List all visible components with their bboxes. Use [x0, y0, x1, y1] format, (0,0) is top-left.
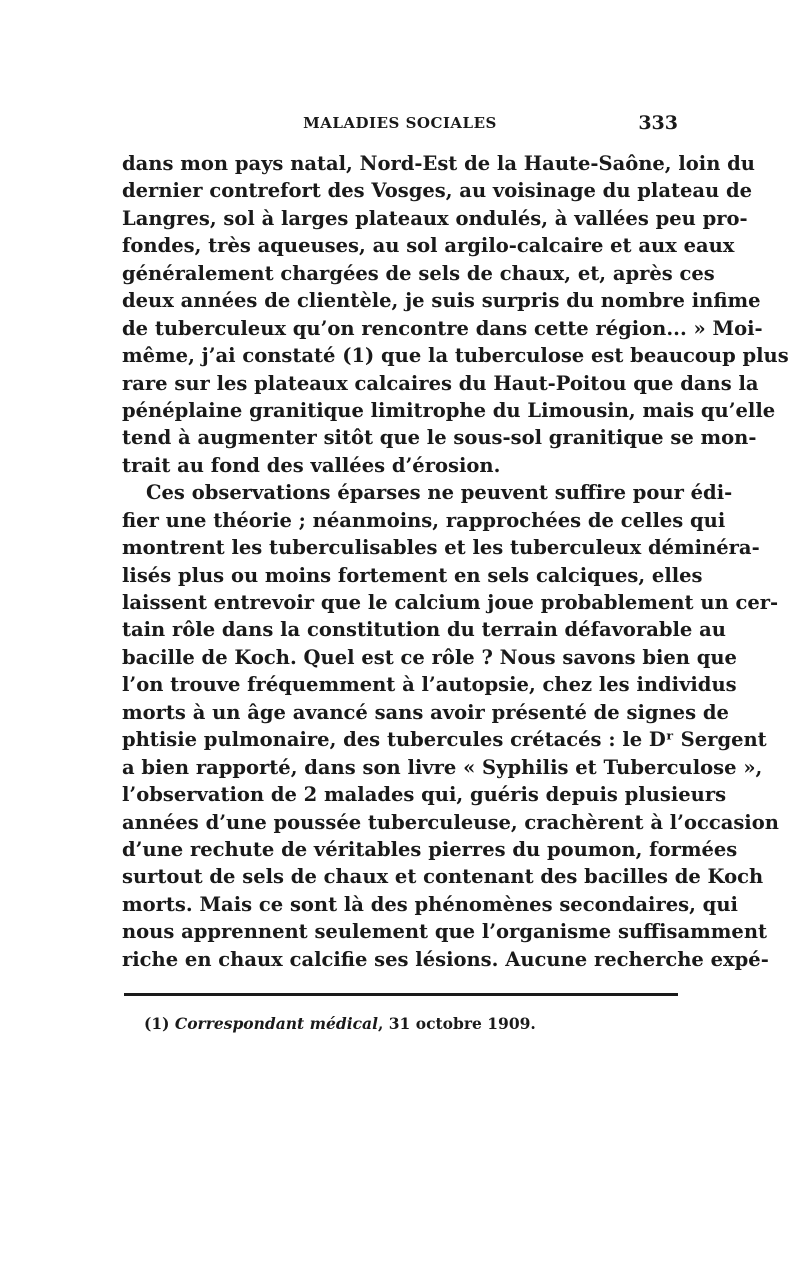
- text-line: montrent les tuberculisables et les tuberculeux déminéra-: [122, 536, 760, 560]
- footnote: [144, 1014, 536, 1033]
- text-line: surtout de sels de chaux et contenant des bacilles de Koch: [122, 865, 764, 889]
- text-line: tend à augmenter sitôt que le sous-sol granitique se mon-: [122, 426, 757, 450]
- text-line: pénéplaine granitique limitrophe du Limousin, mais qu’elle: [122, 398, 776, 422]
- text-line: généralement chargées de sels de chaux, et, après ces: [122, 261, 715, 285]
- text-line: bacille de Koch. Quel est ce rôle ? Nous savons bien que: [122, 645, 737, 669]
- text-line: l’observation de 2 malades qui, guéris depuis plusieurs: [122, 783, 727, 807]
- text-line: phtisie pulmonaire, des tubercules crétacés : le Dʳ Sergent: [122, 728, 767, 752]
- page-header: [122, 114, 678, 138]
- text-line: l’on trouve fréquemment à l’autopsie, chez les individus: [122, 673, 737, 697]
- text-line: morts à un âge avancé sans avoir présenté de signes de: [122, 700, 729, 724]
- text-line: lisés plus ou moins fortement en sels calciques, elles: [122, 563, 703, 587]
- text-line: de tuberculeux qu’on rencontre dans cette région... » Moi-: [122, 316, 763, 340]
- text-line: laissent entrevoir que le calcium joue probablement un cer-: [122, 591, 779, 614]
- footnote-source-title: Correspondant médical: [174, 1014, 378, 1033]
- text-line: riche en chaux calcifie ses lésions. Aucune recherche expé-: [122, 947, 769, 971]
- text-line: morts. Mais ce sont là des phénomènes secondaires, qui: [122, 892, 738, 916]
- text-line: a bien rapporté, dans son livre « Syphilis et Tuberculose »,: [122, 755, 763, 779]
- text-line: Ces observations éparses ne peuvent suffire pour édi-: [146, 481, 733, 505]
- running-head: MALADIES SOCIALES: [303, 114, 497, 132]
- text-line: fondes, très aqueuses, au sol argilo-calcaire et aux eaux: [122, 234, 735, 258]
- text-line: trait au fond des vallées d’érosion.: [122, 453, 501, 477]
- text-line: d’une rechute de véritables pierres du poumon, formées: [122, 837, 738, 861]
- footnote-marker: (1): [144, 1014, 170, 1033]
- text-line: fier une théorie ; néanmoins, rapprochées de celles qui: [122, 508, 726, 532]
- text-line: Langres, sol à larges plateaux ondulés, à vallées peu pro-: [122, 206, 748, 230]
- footnote-divider: [124, 993, 678, 996]
- body-text: [122, 150, 789, 973]
- text-line: nous apprennent seulement que l’organisme suffisamment: [122, 920, 768, 944]
- page-number: 333: [638, 112, 678, 134]
- text-line: dans mon pays natal, Nord-Est de la Haute-Saône, loin du: [122, 152, 755, 175]
- text-line: rare sur les plateaux calcaires du Haut-Poitou que dans la: [122, 371, 759, 395]
- text-line: années d’une poussée tuberculeuse, crachèrent à l’occasion: [122, 810, 779, 834]
- footnote-date: , 31 octobre 1909.: [377, 1014, 536, 1033]
- text-line: deux années de clientèle, je suis surpris du nombre infime: [122, 289, 761, 313]
- text-line: tain rôle dans la constitution du terrain défavorable au: [122, 618, 726, 642]
- text-line: même, j’ai constaté (1) que la tuberculose est beaucoup plus: [122, 344, 789, 368]
- text-line: dernier contrefort des Vosges, au voisinage du plateau de: [122, 179, 753, 203]
